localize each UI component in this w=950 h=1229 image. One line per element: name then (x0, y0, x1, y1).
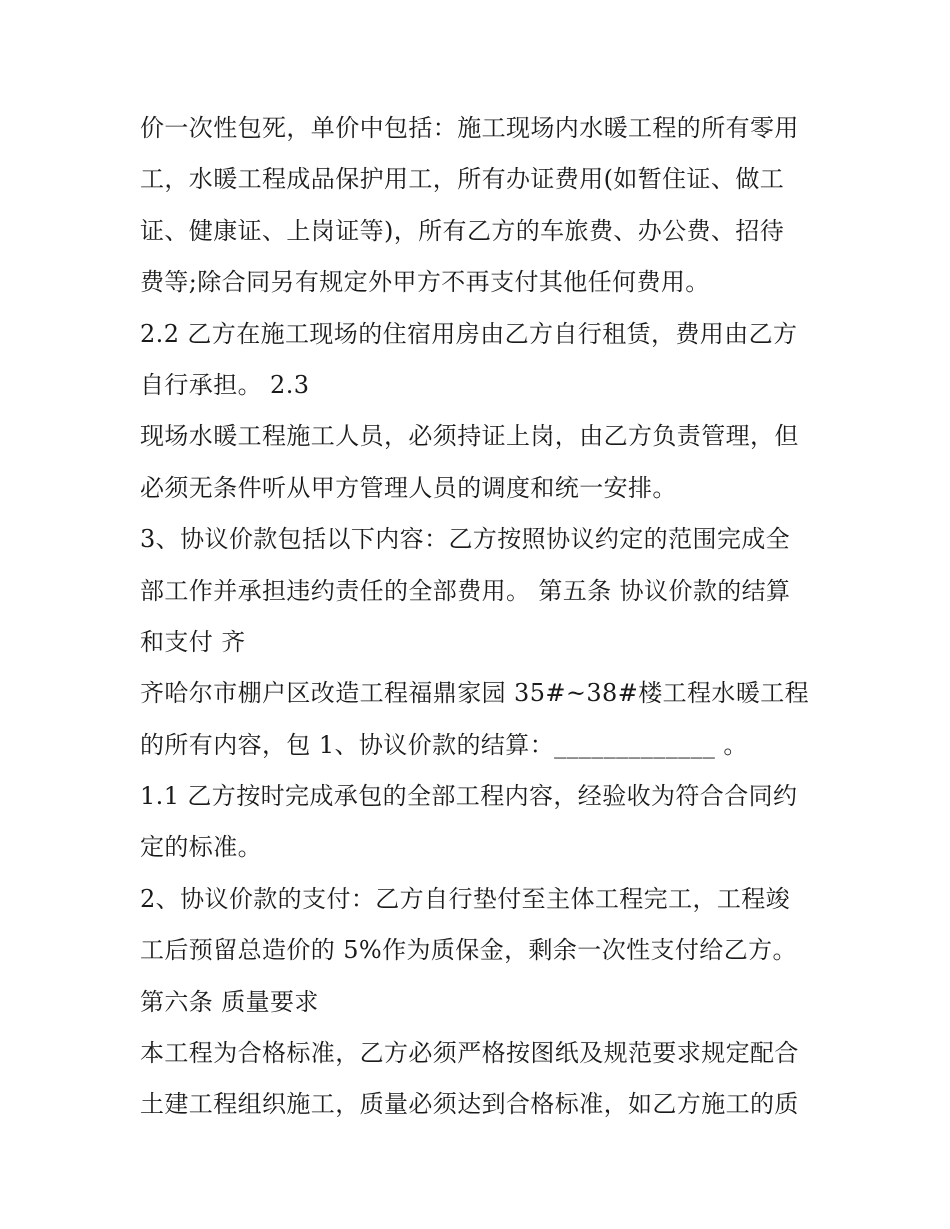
text-line: 齐哈尔市棚户区改造工程福鼎家园 35#~38#楼工程水暖工程 (140, 679, 810, 708)
contract-body-text (140, 103, 820, 1131)
text-line: 本工程为合格标准，乙方必须严格按图纸及规范要求规定配合 (140, 1039, 799, 1068)
text-line: 3、协议价款包括以下内容：乙方按照协议约定的范围完成全 (140, 525, 791, 554)
text-line: 价一次性包死，单价中包括：施工现场内水暖工程的所有零用 (140, 114, 799, 142)
text-line: 费等;除合同另有规定外甲方不再支付其他任何费用。 (140, 268, 710, 297)
text-line: 自行承担。 2.3 (140, 370, 310, 399)
text-line: 部工作并承担违约责任的全部费用。 第五条 协议价款的结算 (140, 576, 791, 605)
text-line: 工后预留总造价的 5%作为质保金，剩余一次性支付给乙方。 (140, 936, 797, 965)
text-line: 第六条 质量要求 (140, 987, 319, 1016)
text-line: 工，水暖工程成品保护用工，所有办证费用(如暂住证、做工 (140, 165, 785, 194)
text-line: 2、协议价款的支付：乙方自行垫付至主体工程完工，工程竣 (140, 884, 791, 913)
text-line: 现场水暖工程施工人员，必须持证上岗，由乙方负责管理，但 (140, 422, 799, 451)
text-line: 必须无条件听从甲方管理人员的调度和统一安排。 (140, 473, 677, 502)
text-line: 2.2 乙方在施工现场的住宿用房由乙方自行租赁，费用由乙方 (140, 319, 798, 348)
text-line: 证、健康证、上岗证等)，所有乙方的车旅费、办公费、招待 (140, 216, 785, 245)
text-line: 定的标准。 (140, 833, 262, 862)
text-line: 土建工程组织施工，质量必须达到合格标准，如乙方施工的质 (140, 1090, 799, 1119)
text-line: 的所有内容，包 1、协议价款的结算：_____________ 。 (140, 730, 748, 759)
text-line: 和支付 齐 (140, 627, 246, 656)
text-line: 1.1 乙方按时完成承包的全部工程内容，经验收为符合合同约 (140, 782, 798, 811)
